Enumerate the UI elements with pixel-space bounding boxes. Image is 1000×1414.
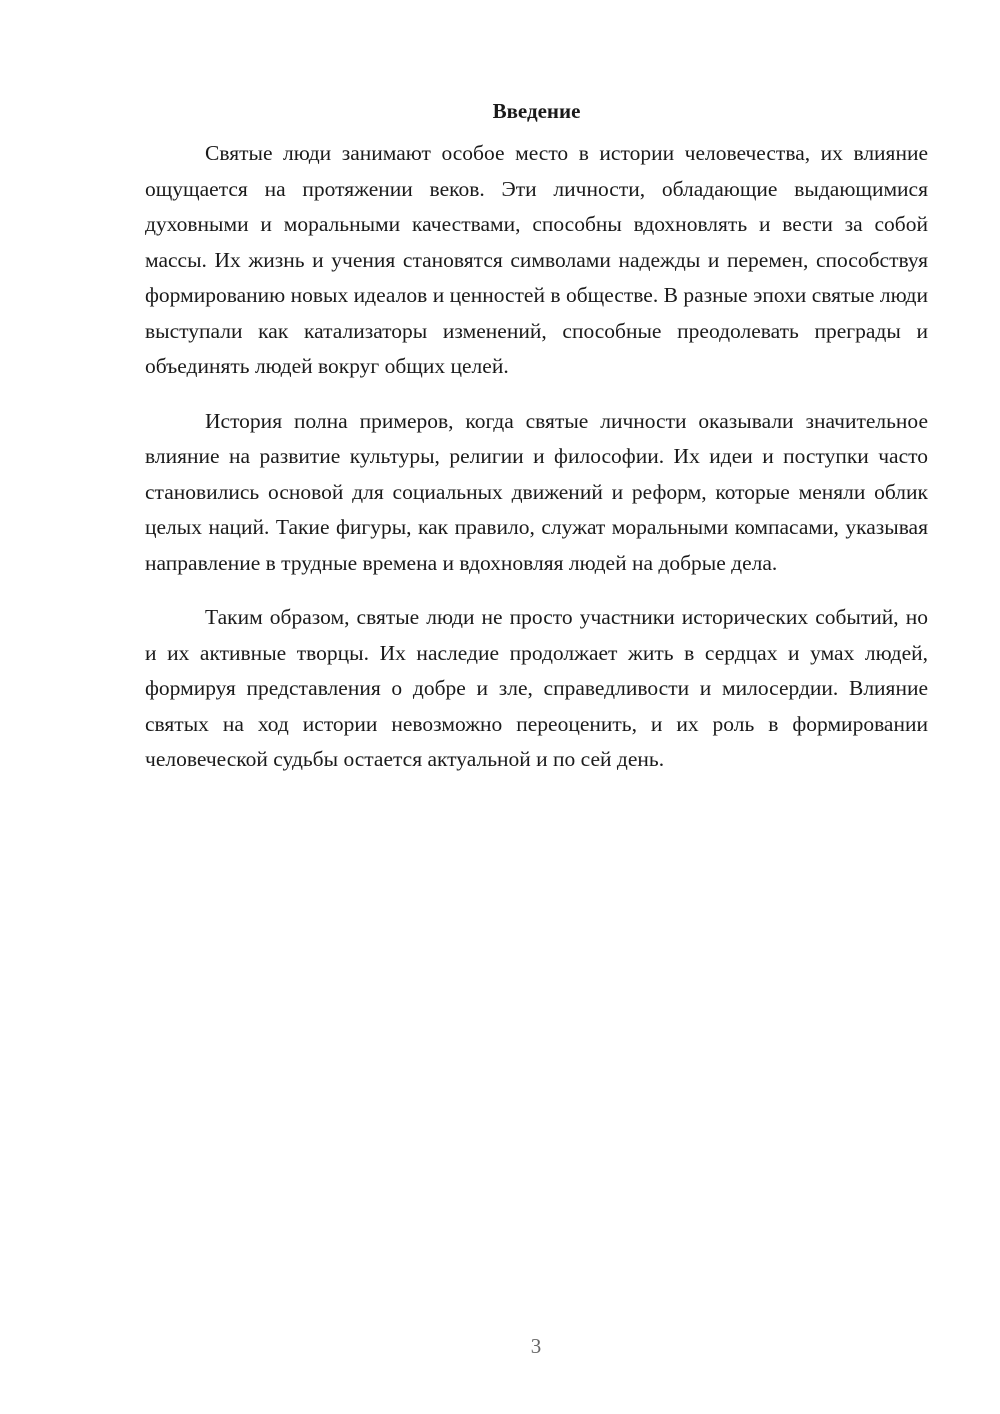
section-heading: Введение [492, 99, 581, 123]
paragraph-1: Святые люди занимают особое место в истории человечества, их влияние ощущается на протяжении веков. Эти личности, обладающие выдающимися духовными и моральными качествами, способны вдохновлять и вести за собой массы. Их жизнь и учения становятся символами надежды и перемен, способствуя формированию новых идеалов и ценностей в обществе. В разные эпохи святые люди выступали как катализаторы изменений, способные преодолевать преграды и объединять людей вокруг общих целей. [145, 141, 928, 378]
paragraph-3: Таким образом, святые люди не просто участники исторических событий, но и их активные творцы. Их наследие продолжает жить в сердцах и умах людей, формируя представления о добре и зле, справедливости и милосердии. Влияние святых на ход истории невозможно переоценить, и их роль в формировании человеческой судьбы остается актуальной и по сей день. [145, 605, 928, 771]
page-number: 3 [530, 1334, 542, 1358]
page-content [145, 96, 928, 797]
paragraph-2: История полна примеров, когда святые личности оказывали значительное влияние на развитие культуры, религии и философии. Их идеи и поступки часто становились основой для социальных движений и реформ, которые меняли облик целых наций. Такие фигуры, как правило, служат моральными компасами, указывая направление в трудные времена и вдохновляя людей на добрые дела. [145, 408, 928, 575]
